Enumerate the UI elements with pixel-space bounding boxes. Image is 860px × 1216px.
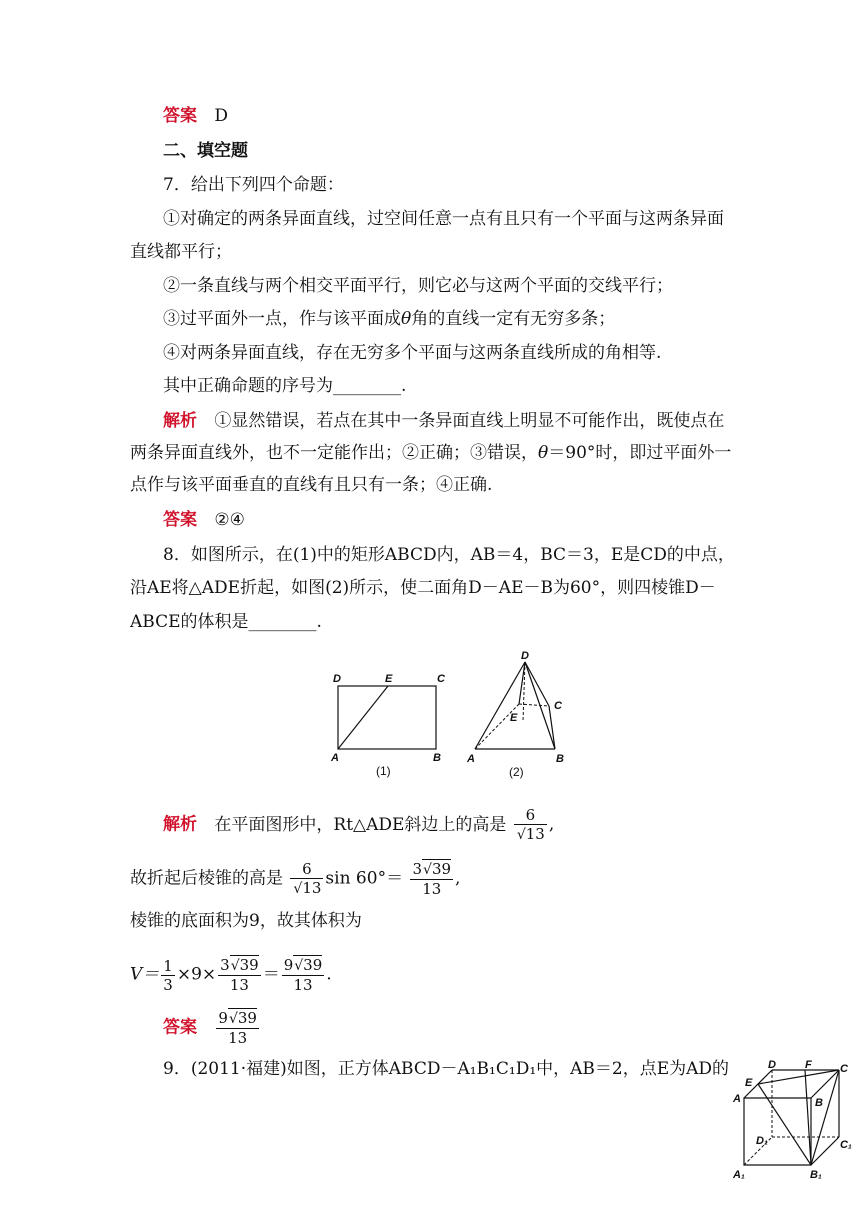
denominator: 3: [163, 975, 173, 994]
q8-analysis-3: 棱锥的底面积为9，故其体积为: [130, 911, 362, 931]
fraction: [161, 957, 175, 994]
coefficient: 3: [412, 860, 423, 878]
q8-analysis-1: 解析 在平面图形中，Rt△ADE斜边上的高是 6 √ 13 ,: [163, 806, 554, 844]
math-text: sin 60°＝: [325, 868, 404, 889]
fig2-label-c: C: [554, 700, 562, 712]
coefficient: 9: [218, 1009, 228, 1027]
fig2-label-a: A: [467, 753, 475, 765]
q7-analysis-1: [163, 409, 724, 433]
figure-1-rectangle: [326, 668, 452, 780]
segment-fb1: [805, 1070, 811, 1165]
theta: θ: [538, 443, 549, 463]
fraction: [218, 956, 261, 994]
fraction: [410, 860, 453, 898]
q7-prop-1a: ①对确定的两条异面直线，过空间任意一点有且只有一个平面与这两条异面: [163, 209, 724, 229]
segment-ae: [338, 686, 388, 749]
edge-dc: [525, 662, 549, 706]
numerator: 6: [514, 806, 547, 825]
figure-2-pyramid: [464, 648, 576, 780]
cube-label-d1: D₁: [756, 1135, 768, 1147]
cube-label-c1: C₁: [840, 1139, 852, 1151]
radicand: √ 39: [293, 955, 322, 974]
answer-label: 答案: [163, 106, 197, 126]
coefficient: 3: [220, 956, 230, 974]
q7-prop-1b: 直线都平行；: [130, 242, 232, 262]
fig2-label-b: B: [556, 753, 564, 765]
segment-eb1: [758, 1084, 811, 1165]
denominator: 13: [228, 1029, 248, 1047]
denominator: 13: [229, 976, 249, 994]
analysis-text: ＝90°时，即过平面外一: [548, 443, 732, 463]
cube-label-c: C: [840, 1063, 848, 1075]
sqrt-denominator: √ 13: [292, 878, 321, 897]
fraction: [290, 860, 323, 898]
math-text: ×9×: [176, 964, 217, 985]
numerator: 6: [290, 860, 323, 879]
q8-line-1: 8．如图所示，在(1)中的矩形ABCD内，AB＝4，BC＝3，E是CD的中点，: [163, 545, 735, 565]
radicand: √ 39: [230, 955, 259, 974]
radicand: √ 39: [228, 1008, 257, 1027]
fig2-caption: (2): [509, 765, 524, 779]
q6-answer-line: [163, 104, 228, 128]
math-text: V＝: [130, 964, 160, 985]
analysis-label: 解析: [163, 411, 197, 431]
denominator: 13: [422, 880, 442, 898]
analysis-text: 两条异面直线外，也不一定能作出；②正确；③错误，: [130, 443, 538, 463]
q7-prop-3b: 角的直线一定有无穷多条；: [411, 309, 616, 329]
fraction: [514, 806, 547, 844]
fig1-caption: (1): [376, 764, 391, 778]
analysis-text: 故折起后棱锥的高是: [130, 868, 283, 889]
fraction: [216, 1009, 259, 1047]
q7-analysis-2: [130, 441, 731, 465]
q7-answer: ②④: [214, 510, 245, 530]
q7-prop-4: ④对两条异面直线，存在无穷多个平面与这两条直线所成的角相等.: [163, 343, 662, 363]
fig1-label-e: E: [385, 673, 393, 685]
cube-label-e: E: [745, 1077, 753, 1089]
q8-line-2: 沿AE将△ADE折起，如图(2)所示，使二面角D－AE－B为60°，则四棱锥D－: [130, 578, 716, 598]
edge-bc: [549, 706, 555, 749]
radicand: √ 39: [422, 859, 451, 878]
numerator: 1: [163, 956, 173, 975]
fig1-label-c: C: [437, 673, 445, 685]
analysis-label: 解析: [163, 814, 197, 835]
math-text: ＝: [262, 964, 280, 985]
section-title: 二、填空题: [163, 141, 248, 161]
q7-analysis-3: 点作与该平面垂直的直线有且只有一条；④正确.: [130, 475, 493, 495]
cube-label-a1: A₁: [733, 1169, 745, 1181]
cube-front-face: [744, 1098, 811, 1165]
cube-label-a: A: [733, 1093, 741, 1105]
denominator: 13: [293, 976, 313, 994]
q7-ask: 其中正确命题的序号为________.: [163, 376, 407, 396]
q7-answer-line: [163, 508, 245, 532]
figure-cube: [728, 1058, 856, 1182]
fraction: [282, 956, 325, 994]
rectangle-abcd: [338, 686, 436, 749]
fig1-label-a: A: [331, 752, 339, 764]
analysis-text: ①显然错误，若点在其中一条异面直线上明显不可能作出，既使点在: [214, 411, 725, 431]
coefficient: 9: [283, 956, 294, 974]
cube-label-f: F: [805, 1059, 812, 1071]
theta: θ: [401, 309, 412, 329]
q7-prop-3: [163, 307, 615, 331]
fig2-label-d: D: [521, 650, 529, 662]
q7-prop-3a: ③过平面外一点，作与该平面成: [163, 309, 401, 329]
q9-line-1: 9．(2011·福建)如图，正方体ABCD－A₁B₁C₁D₁中，AB＝2，点E为AD的: [163, 1059, 730, 1079]
answer-label: 答案: [163, 1017, 197, 1038]
q8-line-3: ABCE的体积是________.: [130, 612, 322, 632]
answer-label: 答案: [163, 510, 197, 530]
analysis-text: 在平面图形中，Rt△ADE斜边上的高是: [214, 814, 507, 835]
cube-label-d: D: [768, 1059, 776, 1071]
q7-prop-2: ②一条直线与两个相交平面平行，则它必与这两个平面的交线平行；: [163, 276, 673, 296]
q8-analysis-2: 故折起后棱锥的高是 6 √ 13 sin 60°＝ $\frac{3√ 39}{13}$ ,: [130, 860, 460, 898]
q7-stem: 7．给出下列四个命题：: [163, 175, 344, 195]
q6-answer: D: [214, 106, 229, 126]
fig1-label-d: D: [333, 673, 341, 685]
cube-label-b: B: [815, 1097, 823, 1109]
q8-answer-line: [163, 1009, 261, 1047]
fig2-label-e: E: [510, 712, 518, 724]
sqrt-denominator: √ 13: [516, 824, 545, 843]
q8-analysis-4: V＝ $\frac{1}{3}$ ×9× $\frac{3√ 39}{13}$ ＝ $\frac{9√ 39}{13}$ .: [130, 956, 332, 994]
cube-label-b1: B₁: [810, 1169, 822, 1181]
fig1-label-b: B: [433, 752, 441, 764]
